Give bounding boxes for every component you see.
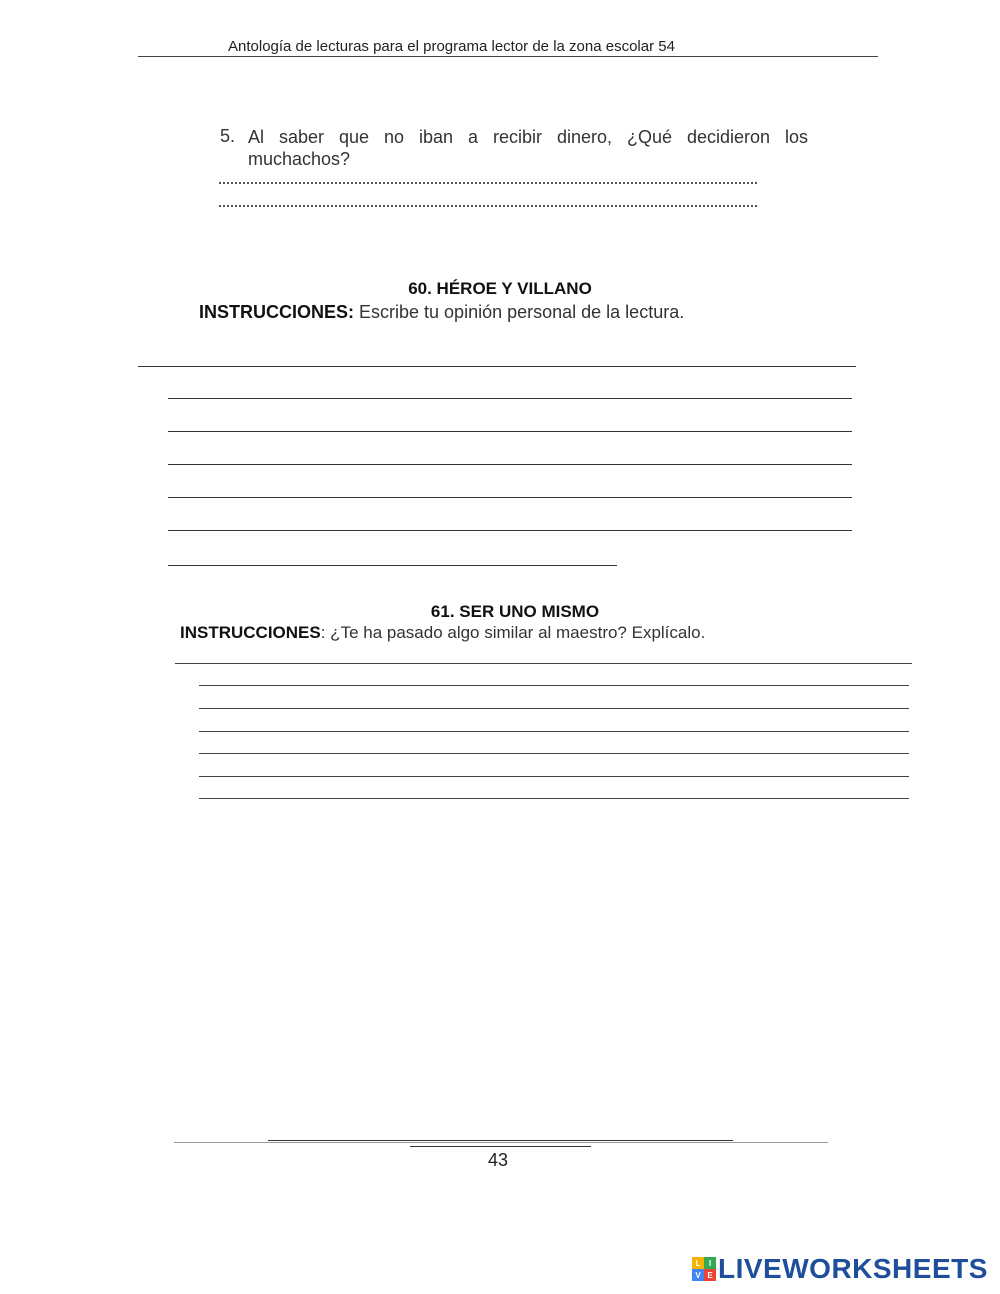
instructions-label: INSTRUCCIONES: [180, 623, 321, 642]
header-rule: [138, 56, 878, 57]
answer-line[interactable]: [168, 464, 852, 465]
answer-line[interactable]: [168, 530, 852, 531]
logo-icon-letter: V: [692, 1269, 704, 1281]
answer-line[interactable]: [199, 708, 909, 709]
logo-icon-letter: I: [704, 1257, 716, 1269]
answer-dotted-line[interactable]: [219, 182, 757, 184]
answer-line[interactable]: [199, 685, 909, 686]
section-title: 60. HÉROE Y VILLANO: [408, 279, 592, 298]
answer-line[interactable]: [199, 798, 909, 799]
answer-line[interactable]: [168, 497, 852, 498]
answer-line[interactable]: [168, 565, 617, 566]
logo-text: LIVEWORKSHEETS: [718, 1253, 988, 1284]
footer-rule: [174, 1142, 828, 1143]
answer-line[interactable]: [168, 398, 852, 399]
answer-line[interactable]: [199, 776, 909, 777]
question-number: 5.: [220, 126, 236, 146]
answer-line[interactable]: [168, 431, 852, 432]
answer-line[interactable]: [199, 753, 909, 754]
page-number: 43: [488, 1150, 509, 1170]
logo-icon-letter: L: [692, 1257, 704, 1269]
logo-icon-letter: E: [704, 1269, 716, 1281]
answer-dotted-line[interactable]: [219, 205, 757, 207]
liveworksheets-logo-icon: [692, 1257, 716, 1281]
header-title: Antología de lecturas para el programa lector de la zona escolar 54: [228, 38, 675, 55]
section-instructions: [199, 302, 684, 323]
footer-rule: [268, 1140, 733, 1141]
question-text: Al saber que no iban a recibir dinero, ¿Qué decidieron los muchachos?: [248, 127, 808, 169]
footer-rule: [410, 1146, 591, 1147]
instructions-text: : ¿Te ha pasado algo similar al maestro? Explícalo.: [320, 623, 706, 642]
instructions-label: INSTRUCCIONES:: [199, 302, 355, 322]
section-title: 61. SER UNO MISMO: [430, 602, 600, 621]
instructions-text: Escribe tu opinión personal de la lectura.: [354, 302, 685, 322]
liveworksheets-logo: [692, 1252, 988, 1286]
answer-line[interactable]: [138, 366, 856, 367]
answer-line[interactable]: [175, 663, 912, 664]
section-instructions: [180, 623, 705, 643]
answer-line[interactable]: [199, 731, 909, 732]
